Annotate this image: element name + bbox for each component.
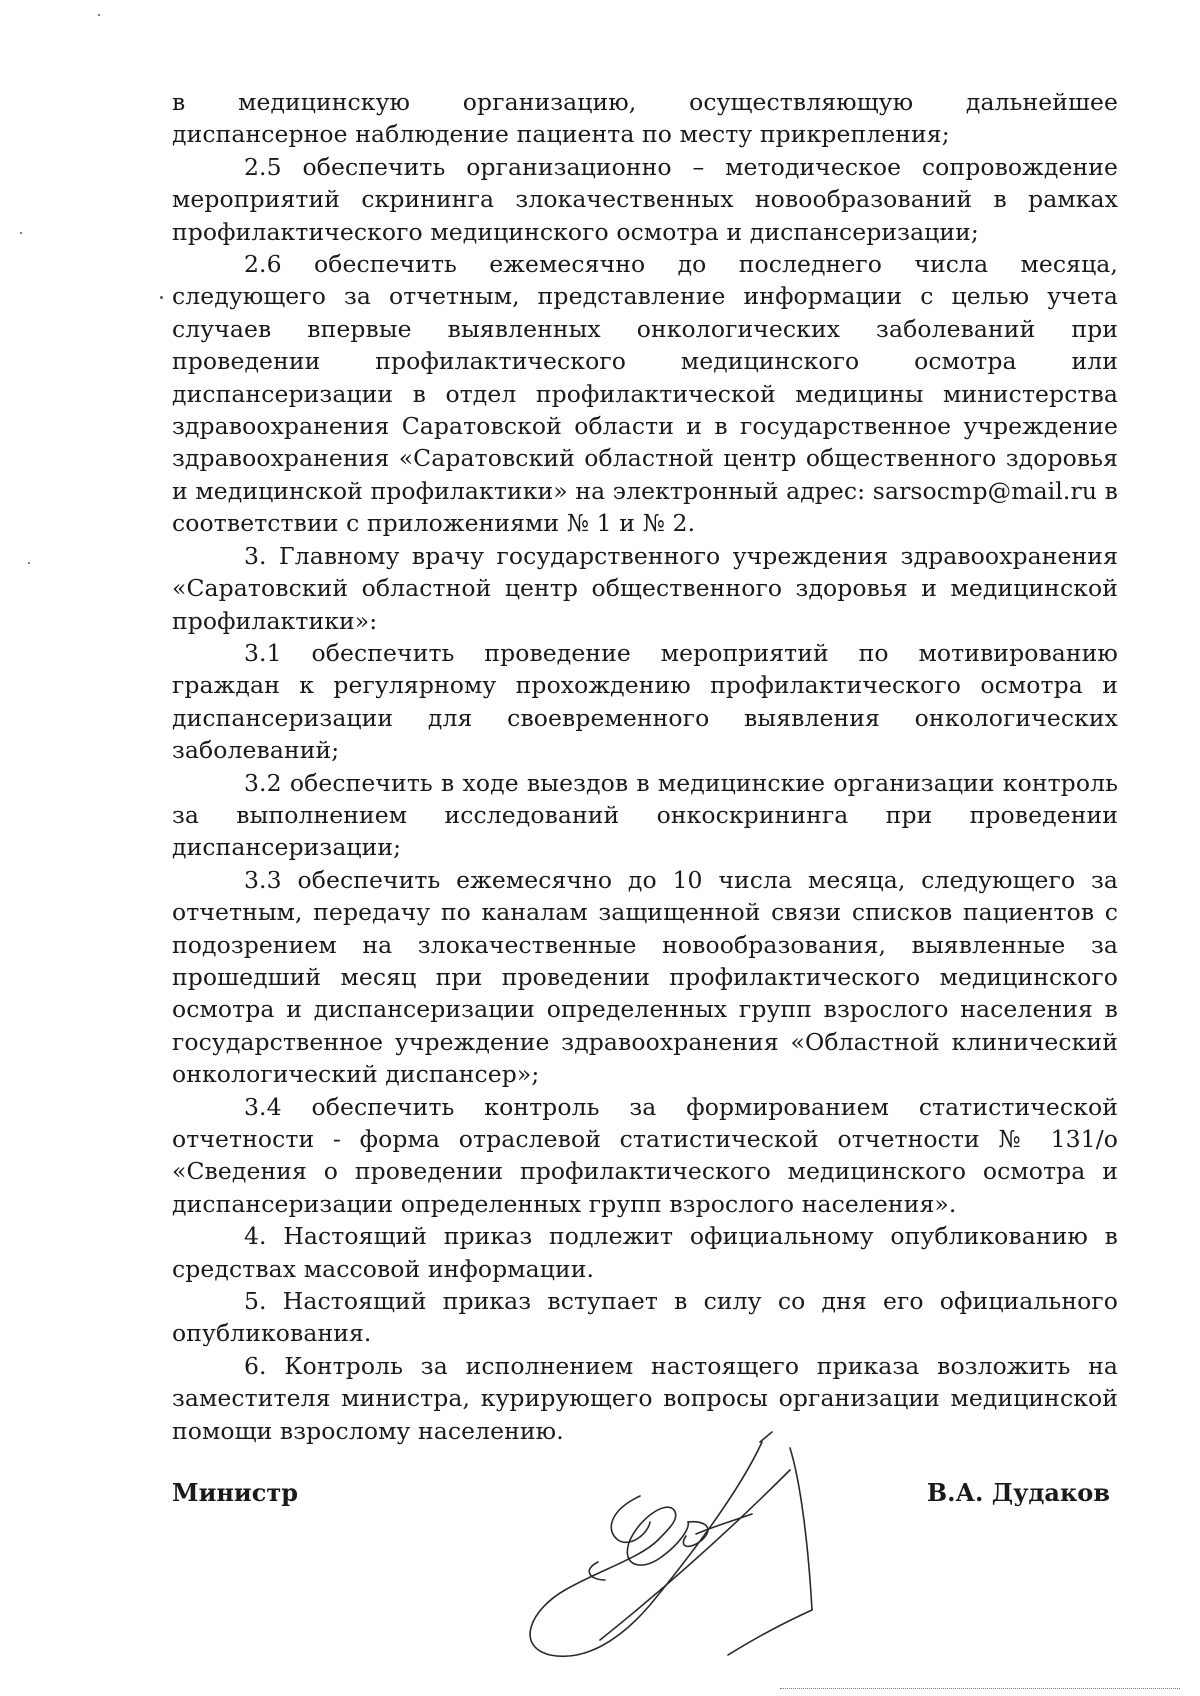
paragraph-4: 4. Настоящий приказ подлежит официальному опубликованию в средствах массовой информации.	[172, 1222, 1118, 1283]
scan-speck	[160, 296, 163, 299]
paragraph-3: 3. Главному врачу государственного учреждения здравоохранения «Саратовский областной центр общественного здоровья и медицинской профилактики»:	[172, 541, 1118, 635]
signatory-name: В.А. Дудаков	[926, 1478, 1110, 1507]
signatory-title: Министр	[172, 1478, 298, 1507]
paragraph-3-1: 3.1 обеспечить проведение мероприятий по мотивированию граждан к регулярному прохождению профилактического осмотра и диспансеризации для своевременного выявления онкологических заболеваний;	[172, 638, 1118, 765]
paragraph-6: 6. Контроль за исполнением настоящего приказа возложить на заместителя министра, курирующего вопросы организации медицинской помощи взрослому населению.	[172, 1351, 1118, 1445]
handwritten-signature	[490, 1430, 910, 1670]
paragraph-3-4: 3.4 обеспечить контроль за формированием статистической отчетности - форма отраслевой статистической отчетности № 131/о «Сведения о проведении профилактического медицинского осмотра и диспансеризации определенных групп взрослого населения».	[172, 1092, 1118, 1218]
scan-speck	[20, 232, 22, 234]
paragraph-2-5: 2.5 обеспечить организационно – методическое сопровождение мероприятий скрининга злокачественных новообразований в рамках профилактического медицинского осмотра и диспансеризации;	[172, 152, 1118, 246]
document-body	[172, 86, 1118, 1447]
paragraph-continuation: в медицинскую организацию, осуществляющую дальнейшее диспансерное наблюдение пациента по месту прикрепления;	[172, 88, 1118, 149]
paragraph-3-3: 3.3 обеспечить ежемесячно до 10 числа месяца, следующего за отчетным, передачу по каналам защищенной связи списков пациентов с подозрением на злокачественные новообразования, выявленные за прошедший месяц при проведении профилактического медицинского осмотра и диспансеризации определенных групп взрослого населения в государственное учреждение здравоохранения «Областной клинический онкологический диспансер»;	[172, 865, 1118, 1089]
bottom-line	[780, 1688, 1180, 1689]
scan-speck	[28, 562, 30, 564]
paragraph-3-2: 3.2 обеспечить в ходе выездов в медицинские организации контроль за выполнением исследований онкоскрининга при проведении диспансеризации;	[172, 768, 1118, 862]
paragraph-5: 5. Настоящий приказ вступает в силу со дня его официального опубликования.	[172, 1287, 1118, 1348]
paragraph-2-6: 2.6 обеспечить ежемесячно до последнего числа месяца, следующего за отчетным, представление информации с целью учета случаев впервые выявленных онкологических заболеваний при проведении профилактического медицинского осмотра или диспансеризации в отдел профилактической медицины министерства здравоохранения Саратовской области и в государственное учреждение здравоохранения «Саратовский областной центр общественного здоровья и медицинской профилактики» на электронный адрес: sarsocmp@mail.ru в соответствии с приложениями № 1 и № 2.	[172, 250, 1118, 538]
scan-speck	[98, 14, 100, 16]
